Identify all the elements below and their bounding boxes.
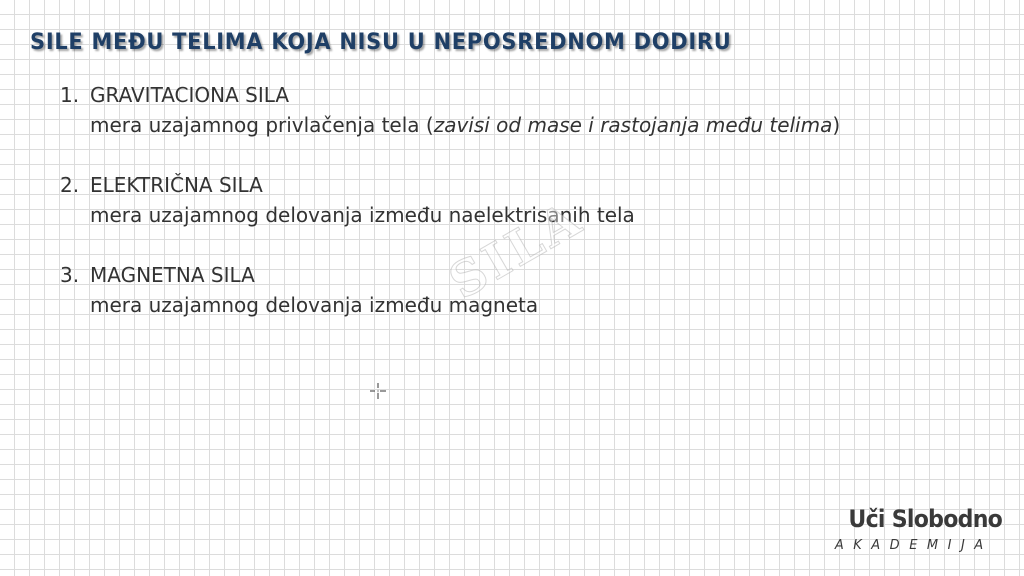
item-number: 3. xyxy=(60,263,80,287)
slide-title: SILE MEĐU TELIMA KOJA NISU U NEPOSREDNOM DODIRU xyxy=(30,29,732,55)
crosshair-cursor-icon xyxy=(368,381,388,401)
uci-slobodno-logo xyxy=(835,505,1002,555)
description-prefix: mera uzajamnog privlačenja tela ( xyxy=(90,113,434,137)
description-italic: zavisi od mase i rastojanja među telima xyxy=(433,113,833,137)
logo-main-text: Uči Slobodno xyxy=(848,505,1002,533)
item-description: mera uzajamnog delovanja između magneta xyxy=(90,293,539,317)
item-number: 2. xyxy=(60,173,80,197)
logo-sub-text: AKADEMIJA xyxy=(834,538,993,553)
item-description xyxy=(90,110,840,140)
description-suffix: ) xyxy=(832,113,841,137)
item-number: 1. xyxy=(60,83,80,107)
list-item-gravitational xyxy=(60,80,840,140)
force-list xyxy=(60,80,840,350)
item-heading: GRAVITACIONA SILA xyxy=(90,83,290,107)
item-description: mera uzajamnog delovanja između naelektrisanih tela xyxy=(90,203,635,227)
item-heading: MAGNETNA SILA xyxy=(90,263,255,287)
sila-watermark: SILA xyxy=(440,189,593,311)
list-item-electric xyxy=(60,170,840,230)
item-heading: ELEKTRIČNA SILA xyxy=(90,173,263,197)
